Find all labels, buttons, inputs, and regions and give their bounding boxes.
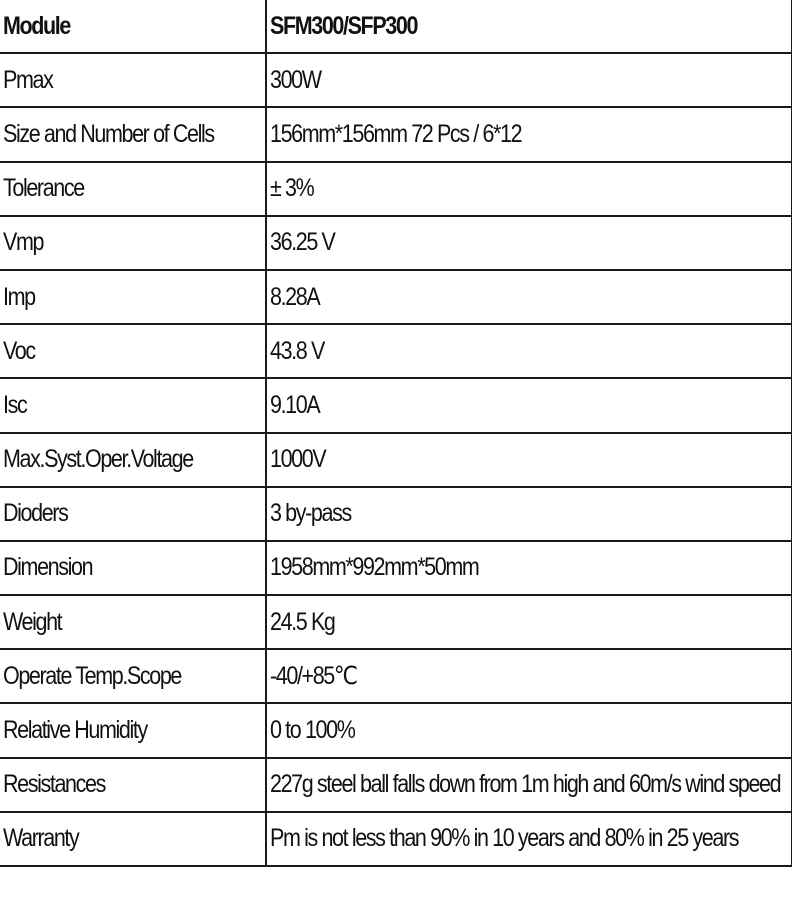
row-value: 9.10A [270,390,320,419]
row-value-cell [266,595,792,649]
row-value: 24.5 Kg [270,607,335,636]
table-row [0,812,792,866]
table-row [0,53,792,107]
row-label: Weight [3,607,62,636]
row-label: Vmp [3,228,44,257]
row-value-cell [266,758,792,812]
row-label: Max.Syst.Oper.Voltage [3,445,193,474]
row-label: Imp [3,282,35,311]
table-row [0,324,792,378]
row-label: Isc [3,390,27,419]
row-value-cell [266,487,792,541]
row-label-cell [0,378,266,432]
row-value: 0 to 100% [270,716,355,745]
row-label-cell [0,162,266,216]
header-value-cell [266,0,792,53]
row-label-cell [0,324,266,378]
row-value: Pm is not less than 90% in 10 years and 80% in 25 years [270,824,739,853]
row-value-cell [266,541,792,595]
row-value-cell [266,649,792,703]
header-label-cell [0,0,266,53]
row-label-cell [0,433,266,487]
row-label: Voc [3,336,35,365]
row-label-cell [0,487,266,541]
table-header-row [0,0,792,53]
row-value: -40/+85℃ [270,662,357,691]
row-label-cell [0,107,266,161]
row-value-cell [266,812,792,866]
header-value: SFM300/SFP300 [270,11,418,40]
row-value: 1958mm*992mm*50mm [270,553,479,582]
header-label: Module [3,11,70,40]
row-value-cell [266,378,792,432]
row-label-cell [0,595,266,649]
row-value-cell [266,162,792,216]
row-label: Warranty [3,824,79,853]
row-label: Size and Number of Cells [3,119,214,148]
row-label-cell [0,649,266,703]
row-label-cell [0,53,266,107]
table-row [0,107,792,161]
row-value: 8.28A [270,282,320,311]
table-row [0,433,792,487]
row-label-cell [0,758,266,812]
table-row [0,649,792,703]
row-label-cell [0,270,266,324]
row-label: Relative Humidity [3,716,147,745]
table-row [0,216,792,270]
table-row [0,595,792,649]
table-row [0,758,792,812]
table-row [0,703,792,757]
row-label-cell [0,703,266,757]
row-label: Dioders [3,499,68,528]
row-label: Operate Temp.Scope [3,661,182,690]
row-value-cell [266,433,792,487]
row-value-cell [266,216,792,270]
row-value: 227g steel ball falls down from 1m high and 60m/s wind speed [270,770,781,799]
row-label-cell [0,541,266,595]
row-value: 43.8 V [270,336,324,365]
row-label-cell [0,812,266,866]
row-value: 156mm*156mm 72 Pcs / 6*12 [270,119,522,148]
row-label: Tolerance [3,174,84,203]
row-value: 3 by-pass [270,499,351,528]
row-value-cell [266,703,792,757]
row-value-cell [266,270,792,324]
row-value: ± 3% [270,174,314,203]
table-row [0,378,792,432]
row-value: 1000V [270,445,326,474]
table-row [0,270,792,324]
row-value: 300W [270,65,321,94]
row-value-cell [266,53,792,107]
table-row [0,162,792,216]
row-value: 36.25 V [270,228,335,257]
table-row [0,487,792,541]
row-label: Resistances [3,770,105,799]
row-label: Pmax [3,65,53,94]
row-value-cell [266,107,792,161]
table-row [0,541,792,595]
row-label-cell [0,216,266,270]
row-value-cell [266,324,792,378]
row-label: Dimension [3,553,93,582]
